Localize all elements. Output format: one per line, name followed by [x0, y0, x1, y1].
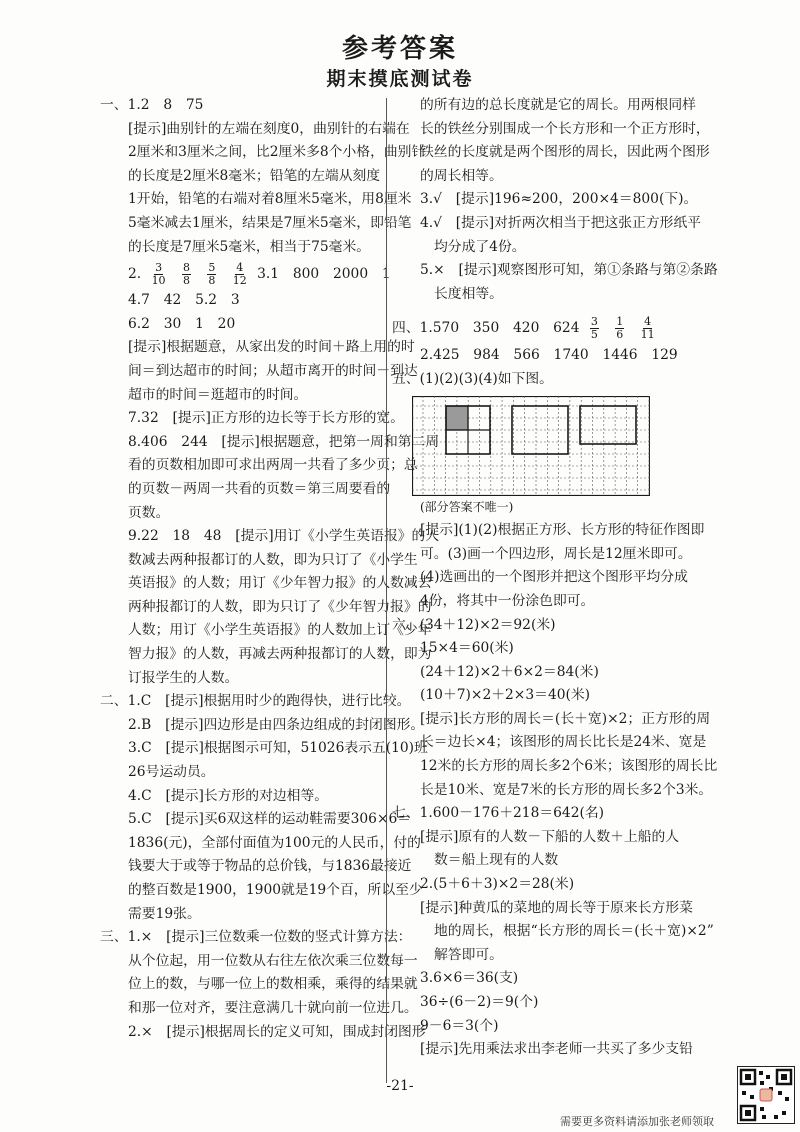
answer-line: 1836(元)，全部付面值为100元的人民币，付的	[128, 834, 421, 851]
fraction: $\frac{8}{8}$	[182, 261, 190, 288]
answer-line: 的所有边的总长度就是它的周长。用两根同样	[420, 97, 696, 113]
answer-line: 二、1.C [提示]根据用时少的跑得快，进行比较。	[100, 693, 411, 710]
answer-line: 的长度是2厘米8毫米；铅笔的左端从刻度	[128, 167, 381, 184]
answer-line: 5.× [提示]观察图形可知，第①条路与第②条路	[420, 262, 718, 279]
answer-line: [提示]根据题意，从家出发的时间＋路上用的时	[128, 339, 415, 356]
answer-line: 36÷(6－2)＝9(个)	[420, 994, 539, 1010]
left-column	[100, 94, 440, 1044]
answer-line: [提示]曲别针的左端在刻度0，曲别针的右端在	[128, 120, 410, 137]
answer-line: 2厘米和3厘米之间，比2厘米多8个小格，曲别针	[128, 144, 426, 161]
answer-line: 的周长相等。	[420, 167, 503, 184]
answer-line: 5毫米减去1厘米，结果是7厘米5毫米，即铅笔	[128, 214, 412, 231]
answer-line: (10＋7)×2＋2×3＝40(米)	[420, 687, 591, 704]
answer-line: 两种报都订的人数，即为只订了《少年智力报》的	[128, 598, 432, 615]
answer-line: 1开始，铅笔的右端对着8厘米5毫米，用8厘米	[128, 191, 412, 208]
answer-line: 6.2 30 1 20	[128, 315, 236, 332]
answer-line: 超市的时间＝逛超市的时间。	[128, 386, 308, 403]
answer-line: 看的页数相加即可求出两周一共看了多少页；总	[128, 457, 418, 474]
answer-line: 一、1.2 8 75	[100, 97, 204, 113]
answer-line: 智力报》的人数，再减去两种报都订的人数，即为	[128, 646, 432, 663]
answer-line: [提示]长方形的周长＝(长＋宽)×2；正方形的周	[420, 710, 711, 727]
answer-line: 数减去两种报都订的人数，即为只订了《小学生	[128, 551, 418, 568]
note-line: (部分答案不唯一)	[420, 499, 514, 514]
answer-line: 解答即可。	[434, 946, 503, 963]
answer-line: 数＝船上现有的人数	[434, 852, 559, 869]
answer-line: 长＝边长×4；该图形的周长比长是24米、宽是	[420, 734, 707, 751]
answer-line: 页数。	[128, 504, 170, 521]
answer-line: 4.C [提示]长方形的对边相等。	[128, 787, 329, 804]
page-subtitle: 期末摸底测试卷	[326, 68, 474, 90]
answer-line: 可。(3)画一个四边形，周长是12厘米即可。	[420, 545, 692, 562]
answer-line: 六、(34＋12)×2＝92(米)	[392, 616, 556, 633]
answer-line: 7.32 [提示]正方形的边长等于长方形的宽。	[128, 410, 405, 427]
answer-line: 长是10米、宽是7米的长方形的周长多2个3米。	[420, 781, 713, 798]
answer-line: 间＝到达超市的时间；从超市离开的时间－到达	[128, 362, 418, 379]
answer-line: 2.(5＋6＋3)×2＝28(米)	[420, 876, 575, 893]
answer-line: 和那一位对齐，要注意满几十就向前一位进几。	[128, 999, 418, 1016]
answer-line: 英语报》的人数；用订《少年智力报》的人数减去	[128, 575, 432, 592]
fraction: $\frac{4}{11}$	[640, 315, 655, 342]
answer-line: 的长度是7厘米5毫米，相当于75毫米。	[128, 238, 371, 255]
answer-line: [提示]原有的人数－下船的人数＋上船的人	[420, 828, 680, 845]
answer-line: (24＋12)×2＋6×2＝84(米)	[420, 663, 599, 680]
answer-line: 3.√ [提示]196≈200，200×4＝800(下)。	[420, 191, 698, 208]
qr-code-icon	[737, 1066, 795, 1124]
question-label: 2.	[128, 266, 142, 283]
fraction-answer-line	[392, 312, 682, 344]
answer-line: 26号运动员。	[128, 764, 215, 781]
answer-line: 15×4＝60(米)	[420, 640, 514, 657]
answer-line: 长度相等。	[434, 285, 503, 302]
answer-line: 3.C [提示]根据图示可知，51026表示五(10)班	[128, 740, 428, 757]
fraction-answer-line	[100, 259, 391, 289]
answer-line: 5.C [提示]买6双这样的运动鞋需要306×6＝	[128, 811, 412, 828]
answer-line: 4.√ [提示]对折两次相当于把这张正方形纸平	[420, 214, 702, 231]
fraction: $\frac{5}{8}$	[208, 261, 216, 288]
page-title: 参考答案	[341, 34, 458, 64]
answer-line: 从个位起，用一位数从右往左依次乘三位数每一	[128, 952, 418, 969]
answer-line: 的页数－两周一共看的页数＝第三周要看的	[128, 480, 391, 497]
answer-line: [提示]先用乘法求出李老师一共买了多少支铅	[420, 1041, 693, 1058]
answer-line: (4)选画出的一个图形并把这个图形平均分成	[420, 569, 688, 586]
answer-line: 五、(1)(2)(3)(4)如下图。	[392, 370, 553, 387]
answer-line: 4份，将其中一份涂色即可。	[420, 592, 595, 609]
answer-line: 2.B [提示]四边形是由四条边组成的封闭图形。	[128, 716, 425, 733]
fraction: $\frac{3}{5}$	[590, 315, 598, 342]
answer-line: 的整百数是1900，1900就是19个百，所以至少	[128, 882, 423, 898]
answer-line: 铁丝的长度就是两个图形的周长，因此两个图形	[420, 144, 710, 161]
footer-note: 需要更多资料请添加张老师领取	[560, 1115, 714, 1128]
shaded-square	[446, 406, 468, 430]
rectangle-shape-2	[580, 406, 636, 444]
answer-line: 地的周长，根据“长方形的周长＝(长＋宽)×2”	[434, 923, 714, 940]
answer-line: 订报学生的人数。	[128, 669, 239, 686]
right-column	[392, 94, 718, 1062]
answer-line: 9－6＝3(个)	[420, 1017, 499, 1034]
page-number: -21-	[386, 1078, 414, 1094]
answer-line: 9.22 18 48 [提示]用订《小学生英语报》的人	[128, 528, 440, 545]
question-label: 四、1.570 350 420 624	[392, 320, 580, 337]
answer-line: 人数；用订《小学生英语报》的人数加上订《少年	[128, 622, 432, 639]
answer-line: 8.406 244 [提示]根据题意，把第一周和第二周	[128, 433, 440, 450]
answer-line: 均分成了4份。	[434, 238, 526, 255]
answer-line: 4.7 42 5.2 3	[128, 292, 240, 309]
answer-line: 需要19张。	[128, 905, 201, 922]
answer-line: 2.425 984 566 1740 1446 129	[420, 347, 678, 364]
fraction: $\frac{1}{6}$	[616, 315, 624, 342]
answer-line: [提示]种黄瓜的菜地的周长等于原来长方形菜	[420, 899, 693, 916]
answer-line: 12米的长方形的周长多2个6米；该图形的周长比	[420, 758, 718, 775]
column-divider	[386, 98, 387, 1083]
question-tail: 3.1 800 2000 1	[257, 266, 391, 283]
answer-line: 位上的数，与哪一位上的数相乘，乘得的结果就	[128, 976, 418, 993]
answer-line: 长的铁丝分别围成一个长方形和一个正方形时，	[420, 120, 710, 137]
answer-line: [提示](1)(2)根据正方形、长方形的特征作图即	[420, 522, 705, 539]
answer-line: 2.× [提示]根据周长的定义可知，围成封闭图形	[128, 1023, 426, 1040]
grid-drawing	[412, 396, 650, 496]
answer-line: 钱要大于或等于物品的总价钱，与1836最接近	[128, 858, 412, 875]
fraction: $\frac{3}{10}$	[151, 261, 166, 288]
answer-line: 七、1.600－176＋218＝642(名)	[392, 805, 605, 822]
answer-line: 三、1.× [提示]三位数乘一位数的竖式计算方法：	[100, 929, 412, 946]
grid-figure	[412, 396, 650, 496]
fraction: $\frac{4}{12}$	[232, 261, 247, 288]
answer-line: 3.6×6＝36(支)	[420, 970, 519, 987]
